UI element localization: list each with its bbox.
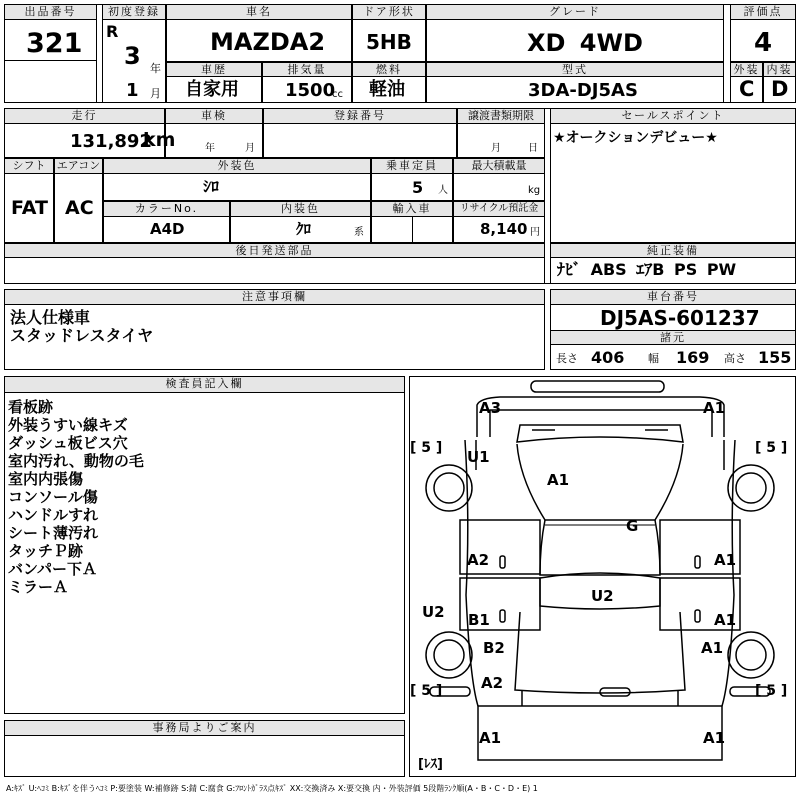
inspector-note: シート薄汚れ — [8, 524, 99, 542]
reg-era: R — [106, 22, 119, 41]
inspector-note: バンパー下Ａ — [8, 560, 97, 578]
later-label: 後日発送部品 — [4, 243, 545, 258]
legend: A:ｷｽﾞ U:ﾍｺﾐ B:ｷｽﾞを伴うﾍｺﾐ P:要塗装 W:補修跡 S:錆 C:腐食 G:ﾌﾛﾝﾄｶﾞﾗｽ点ｷｽﾞ XX:交換済み X:要交換 内・外装評価 5段階ﾗﾝｸ順(A・B・C・D・E) 1 — [6, 784, 538, 793]
doc-day: 日 — [528, 143, 538, 154]
int-grade: D — [771, 77, 789, 101]
displacement: 1500 — [285, 80, 336, 101]
damage-mark: A2 — [481, 674, 504, 692]
mileage-unit: km — [143, 129, 176, 151]
tire-depth: [ 5 ] — [410, 683, 443, 699]
load-unit: kg — [528, 185, 541, 196]
ac-label: エアコン — [54, 158, 103, 174]
length-label: 長さ — [556, 352, 578, 365]
inspect-year: 年 — [205, 143, 215, 154]
grade: XD 4WD — [527, 29, 643, 57]
chassis-label: 車台番号 — [550, 289, 796, 305]
inspector-note: 室内内張傷 — [8, 470, 84, 488]
car-name: MAZDA2 — [210, 28, 326, 56]
inspector-label: 検査員記入欄 — [4, 376, 405, 393]
notes-line-2: スタッドレスタイヤ — [10, 326, 154, 345]
cap-unit: 人 — [438, 185, 448, 196]
lot-number: 321 — [26, 28, 83, 59]
score-label: 評価点 — [730, 4, 796, 20]
damage-mark: A1 — [703, 399, 726, 417]
damage-mark: A1 — [701, 639, 724, 657]
import-label: 輸入車 — [371, 201, 453, 217]
tire-depth: [ 5 ] — [755, 683, 788, 699]
shift-label: シフト — [4, 158, 54, 174]
int-label: 内装 — [763, 62, 796, 77]
inspector-note: 室内汚れ、動物の毛 — [8, 452, 144, 470]
regno-label: 登録番号 — [263, 108, 457, 124]
disp-label: 排気量 — [262, 62, 352, 77]
inspector-note: ミラーＡ — [8, 578, 69, 596]
door-label: ドア形状 — [352, 4, 426, 20]
recycle-unit: 円 — [530, 227, 540, 238]
damage-mark: U1 — [467, 448, 490, 466]
reg-month: 1 — [126, 80, 139, 101]
damage-mark: A1 — [547, 471, 570, 489]
damage-mark: B2 — [483, 639, 505, 657]
capacity: 5 — [412, 178, 424, 197]
length: 406 — [591, 348, 625, 367]
equipment: ﾅﾋﾞ ABS ｴｱB PS PW — [557, 260, 737, 279]
notes-label: 注意事項欄 — [4, 289, 545, 305]
recycle-fee: 8,140 — [480, 220, 528, 238]
chassis-number: DJ5AS-601237 — [600, 306, 760, 330]
inspector-note: ダッシュ板ビス穴 — [8, 434, 128, 452]
inspector-note: コンソール傷 — [8, 488, 98, 506]
shift: FAT — [11, 197, 48, 219]
damage-mark: A2 — [467, 551, 490, 569]
damage-mark: A1 — [479, 729, 502, 747]
damage-mark: U2 — [591, 587, 614, 605]
ext-grade: C — [739, 77, 755, 101]
fuel-label: 燃料 — [352, 62, 426, 77]
model-code: 3DA-DJ5AS — [528, 80, 638, 101]
interior-color: ｸﾛ — [296, 220, 312, 238]
model-label: 型式 — [426, 62, 724, 77]
color-label: 外装色 — [103, 158, 371, 174]
name-label: 車名 — [166, 4, 352, 20]
cap-label: 乗車定員 — [371, 158, 453, 174]
doc-month: 月 — [491, 143, 501, 154]
fuel: 軽油 — [369, 79, 405, 100]
width: 169 — [676, 348, 710, 367]
ac: AC — [65, 197, 94, 219]
equip-label: 純正装備 — [550, 243, 796, 258]
damage-mark: A1 — [714, 551, 737, 569]
lot-label: 出品番号 — [4, 4, 97, 20]
color-no: A4D — [150, 220, 185, 238]
ext-label: 外装 — [730, 62, 763, 77]
grade-label: グレード — [426, 4, 724, 20]
door-type: 5HB — [366, 30, 412, 54]
history-label: 車歴 — [166, 62, 262, 77]
intcolor-unit: 系 — [354, 227, 364, 238]
sales-point: ★オークションデビュー★ — [553, 130, 718, 146]
notes-line-1: 法人仕様車 — [10, 308, 91, 327]
sales-label: セールスポイント — [550, 108, 796, 124]
damage-mark: A3 — [479, 399, 502, 417]
tire-depth: [ 5 ] — [755, 440, 788, 456]
recycle-label: リサイクル預託金 — [453, 201, 545, 217]
colorno-label: カラーNo. — [103, 201, 230, 217]
reg-label: 初度登録 — [102, 4, 166, 20]
load-label: 最大積載量 — [453, 158, 545, 174]
inspector-note: 看板跡 — [8, 398, 54, 416]
inspect-label: 車検 — [165, 108, 263, 124]
height-label: 高さ — [724, 352, 746, 365]
height: 155 — [758, 348, 792, 367]
reg-year: 3 — [124, 42, 141, 70]
inspector-note: タッチＰ跡 — [8, 542, 84, 560]
intcolor-label: 内装色 — [230, 201, 371, 217]
reg-month-unit: 月 — [150, 87, 161, 100]
office-label: 事務局よりご案内 — [4, 720, 405, 736]
score: 4 — [754, 28, 773, 58]
damage-mark: A1 — [703, 729, 726, 747]
dims-label: 諸元 — [550, 330, 796, 345]
damage-mark: B1 — [468, 611, 490, 629]
mileage-label: 走行 — [4, 108, 165, 124]
mileage: 131,892 — [70, 131, 152, 152]
history: 自家用 — [185, 79, 239, 100]
reg-year-unit: 年 — [150, 62, 161, 75]
inspector-note: 外装うすい線キズ — [8, 416, 128, 434]
doc-label: 譲渡書類期限 — [457, 108, 545, 124]
damage-mark: A1 — [714, 611, 737, 629]
disp-unit: cc — [332, 89, 343, 100]
tire-depth: [ 5 ] — [410, 440, 443, 456]
inspect-month: 月 — [245, 143, 255, 154]
damage-mark: U2 — [422, 603, 445, 621]
width-label: 幅 — [648, 352, 659, 365]
inspector-note: ハンドルすれ — [8, 506, 99, 524]
exterior-color: ｼﾛ — [203, 177, 220, 196]
spare-tire-note: [ﾚｽ] — [418, 757, 443, 772]
damage-mark: G — [626, 517, 639, 535]
